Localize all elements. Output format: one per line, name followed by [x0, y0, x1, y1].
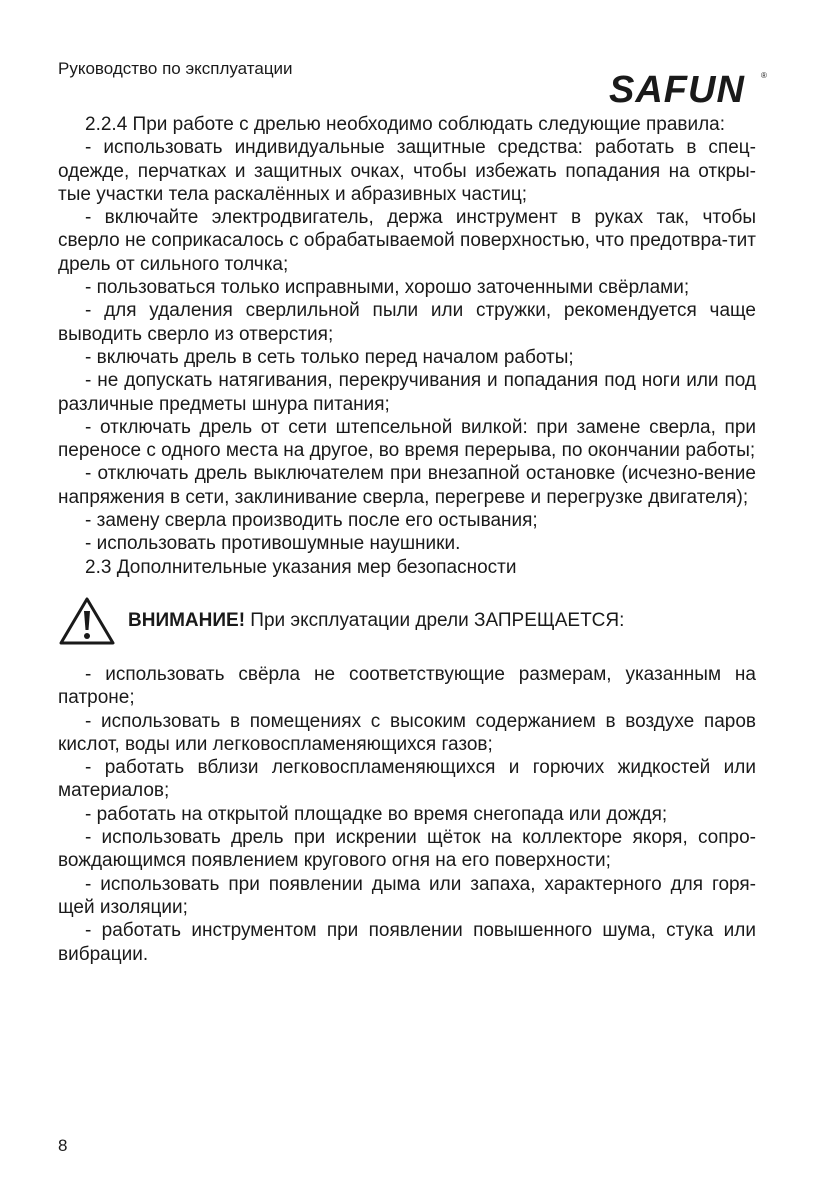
warning-label: ВНИМАНИЕ!	[128, 610, 246, 632]
rule-item: - замену сверла производить после его остывания;	[85, 510, 538, 532]
manual-content	[58, 113, 756, 966]
rule-item: - включайте электродвигатель, держа инструмент в руках так, чтобы сверло не соприкасалось с обрабатываемой поверхностью, что предотвра-тит дрель от сильного толчка;	[58, 207, 756, 275]
rule-item: - пользоваться только исправными, хорошо заточенными свёрлами;	[85, 277, 690, 299]
section-2-3-heading: 2.3 Дополнительные указания мер безопасности	[85, 556, 517, 578]
prohibited-item: - работать вблизи легковоспламеняющихся и горючих жидкостей или материалов;	[58, 757, 756, 802]
prohibited-item: - использовать свёрла не соответствующие размерам, указанным на патроне;	[58, 663, 756, 709]
prohibited-item: - работать на открытой площадке во время снегопада или дождя;	[85, 803, 668, 825]
rule-item: - отключать дрель выключателем при внезапной остановке (исчезно-вение напряжения в сети, заклинивание сверла, перегреве и перегрузке двигателя);	[58, 463, 756, 508]
prohibited-item: - использовать при появлении дыма или запаха, характерного для горя-щей изоляции;	[58, 873, 756, 918]
prohibited-item: - использовать в помещениях с высоким содержанием в воздухе паров кислот, воды или легковоспламеняющихся газов;	[58, 710, 756, 755]
warning-message: При эксплуатации дрели ЗАПРЕЩАЕТСЯ:	[245, 610, 625, 632]
prohibited-item: - использовать дрель при искрении щёток на коллекторе якоря, сопро-вождающимся появлением кругового огня на его поверхности;	[58, 827, 756, 872]
rule-item: - использовать противошумные наушники.	[85, 533, 461, 555]
rule-item: - включать дрель в сеть только перед началом работы;	[85, 346, 574, 368]
safun-logo	[607, 69, 787, 107]
safun-logo-graphic	[607, 69, 787, 107]
rule-item: - не допускать натягивания, перекручивания и попадания под ноги или под различные предметы шнура питания;	[58, 370, 756, 415]
document-header-title: Руководство по эксплуатации	[58, 59, 293, 78]
page-number: 8	[58, 1136, 68, 1155]
rule-item: - использовать индивидуальные защитные средства: работать в спец-одежде, перчатках и защитных очках, чтобы избежать попадания на откры-тые участки тела раскалённых и абразивных частиц;	[58, 137, 756, 205]
section-2-2-4-heading: 2.2.4 При работе с дрелью необходимо соблюдать следующие правила:	[85, 114, 726, 135]
logo-registered-mark: ®	[761, 71, 767, 80]
warning-block	[58, 593, 756, 649]
rule-item: - для удаления сверлильной пыли или стружки, рекомендуется чаще выводить сверло из отверстия;	[58, 300, 756, 345]
rule-item: - отключать дрель от сети штепсельной вилкой: при замене сверла, при переносе с одного места на другое, во время перерыва, по окончании работы;	[58, 416, 756, 462]
logo-text: SAFUN	[609, 69, 745, 107]
prohibited-item: - работать инструментом при появлении повышенного шума, стука или вибрации.	[58, 920, 756, 965]
warning-triangle-icon	[58, 596, 116, 646]
warning-text	[128, 609, 624, 632]
